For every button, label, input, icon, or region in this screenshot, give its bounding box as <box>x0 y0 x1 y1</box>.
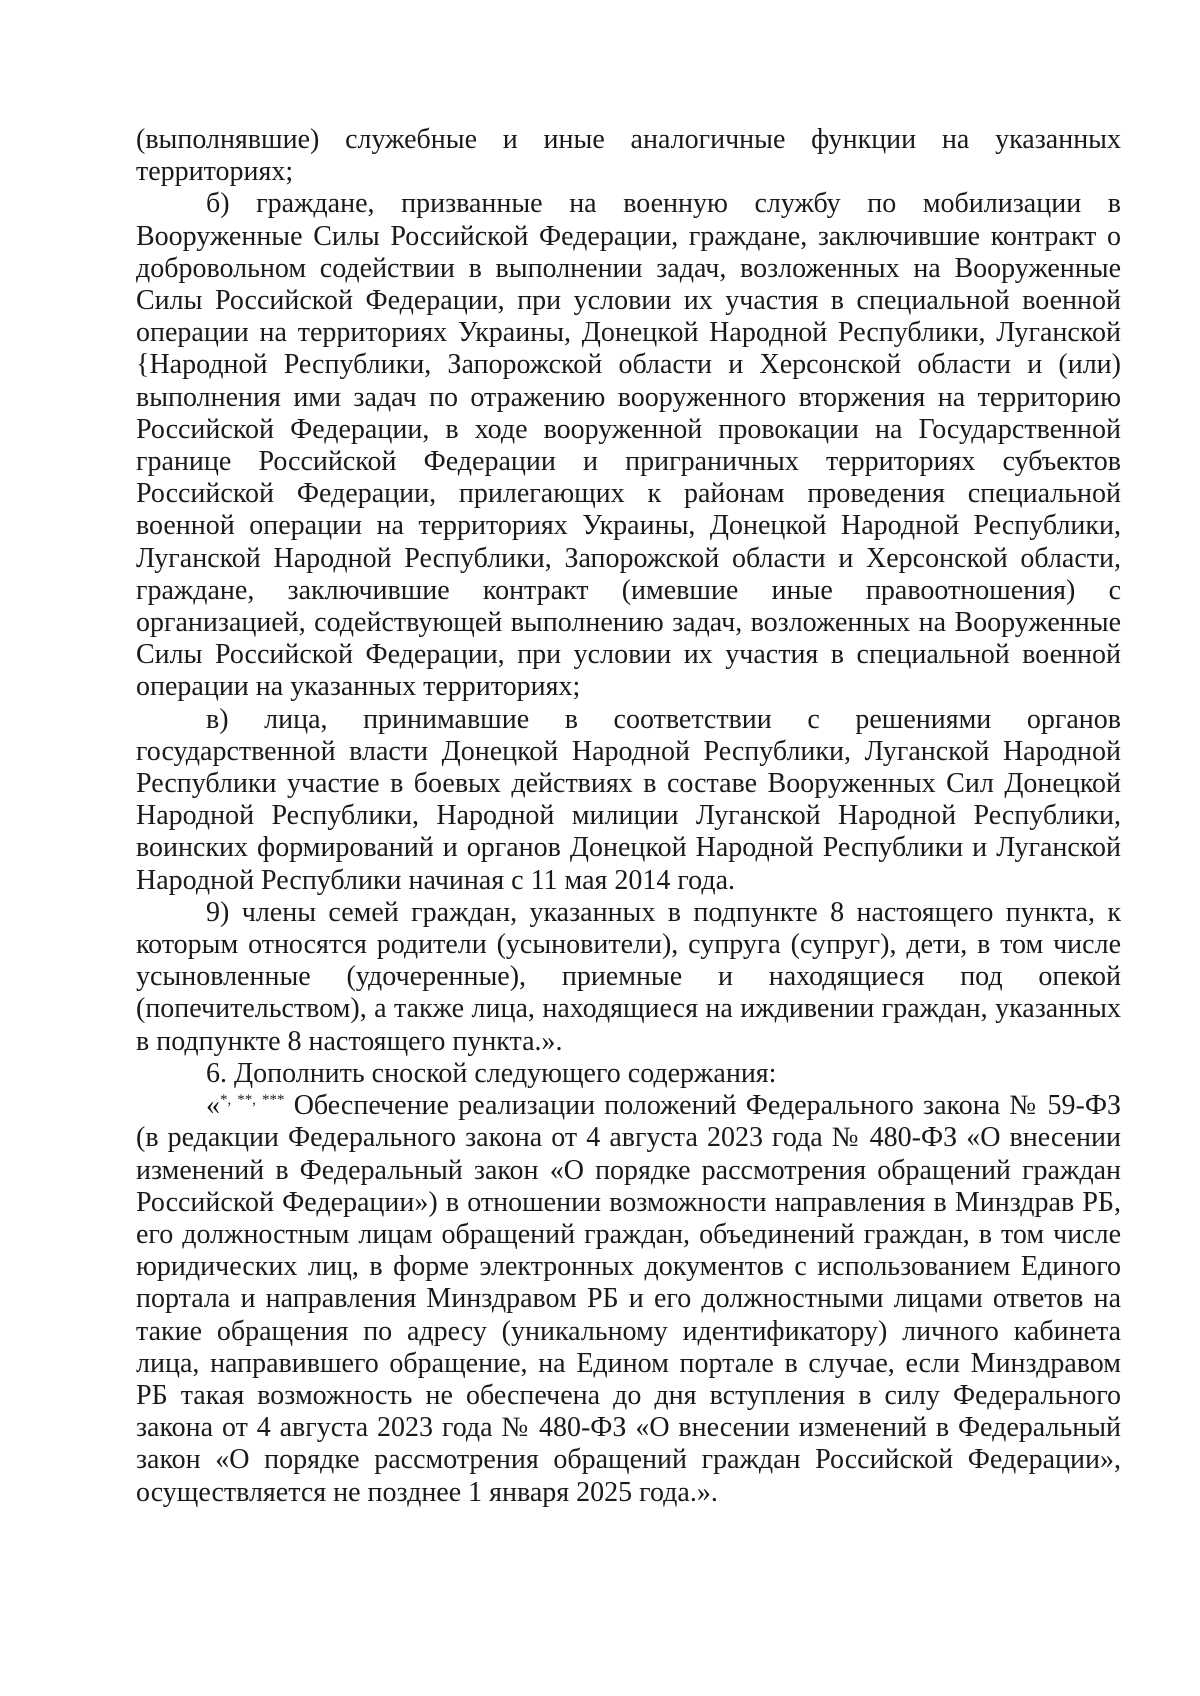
paragraph-item-v: в) лица, принимавшие в соответствии с решениями органов государственной власти Донецкой Народной Республики, Луганской Народной Республики участие в боевых действиях в составе Вооруженных Сил Донецкой Народной Республики, Народной милиции Луганской Народной Республики, воинских формирований и органов Донецкой Народной Республики и Луганской Народной Республики начиная с 11 мая 2014 года. <box>136 703 1121 896</box>
paragraph-item-9: 9) члены семей граждан, указанных в подпункте 8 настоящего пункта, к которым относятся родители (усыновители), супруга (супруг), дети, в том числе усыновленные (удочеренные), приемные и находящиеся под опекой (попечительством), а также лица, находящиеся на иждивении граждан, указанных в подпункте 8 настоящего пункта.». <box>136 896 1121 1057</box>
paragraph-amendment-6: 6. Дополнить сноской следующего содержания: <box>206 1057 777 1089</box>
footnote-open-quote: « <box>206 1090 220 1122</box>
footnote-marks: *, **, *** <box>220 1092 285 1109</box>
paragraph-continuation: (выполнявшие) служебные и иные аналогичные функции на указанных территориях; <box>136 124 1121 188</box>
footnote-text: Обеспечение реализации положений Федерального закона № 59-ФЗ (в редакции Федерального закона от 4 августа 2023 года № 480-ФЗ «О внесении изменений в Федеральный закон «О порядке рассмотрения обращений граждан Российской Федерации») в отношении возможности направления в Минздрав РБ, его должностным лицам обращений граждан, объединений граждан, в том числе юридических лиц, в форме электронных документов с использованием Единого портала и направления Минздравом РБ и его должностными лицами ответов на такие обращения по адресу (уникальному идентификатору) личного кабинета лица, направившего обращение, на Едином портале в случае, если Минздравом РБ такая возможность не обеспечена до дня вступления в силу Федерального закона от 4 августа 2023 года № 480-ФЗ «О внесении изменений в Федеральный закон «О порядке рассмотрения обращений граждан Российской Федерации», осуществляется не позднее 1 января 2025 года.». <box>136 1090 1122 1508</box>
document-body <box>136 124 1121 1509</box>
paragraph-item-b: б) граждане, призванные на военную службу по мобилизации в Вооруженные Силы Российской Федерации, граждане, заключившие контракт о добровольном содействии в выполнении задач, возложенных на Вооруженные Силы Российской Федерации, при условии их участия в специальной военной операции на территориях Украины, Донецкой Народной Республики, Луганской {Народной Республики, Запорожской области и Херсонской области и (или) выполнения ими задач по отражению вооруженного вторжения на территорию Российской Федерации, в ходе вооруженной провокации на Государственной границе Российской Федерации и приграничных территориях субъектов Российской Федерации, прилегающих к районам проведения специальной военной операции на территориях Украины, Донецкой Народной Республики, Луганской Народной Республики, Запорожской области и Херсонской области, граждане, заключившие контракт (имевшие иные правоотношения) с организацией, содействующей выполнению задач, возложенных на Вооруженные Силы Российской Федерации, при условии их участия в специальной военной операции на указанных территориях; <box>136 188 1121 703</box>
paragraph-footnote <box>136 1090 1121 1509</box>
